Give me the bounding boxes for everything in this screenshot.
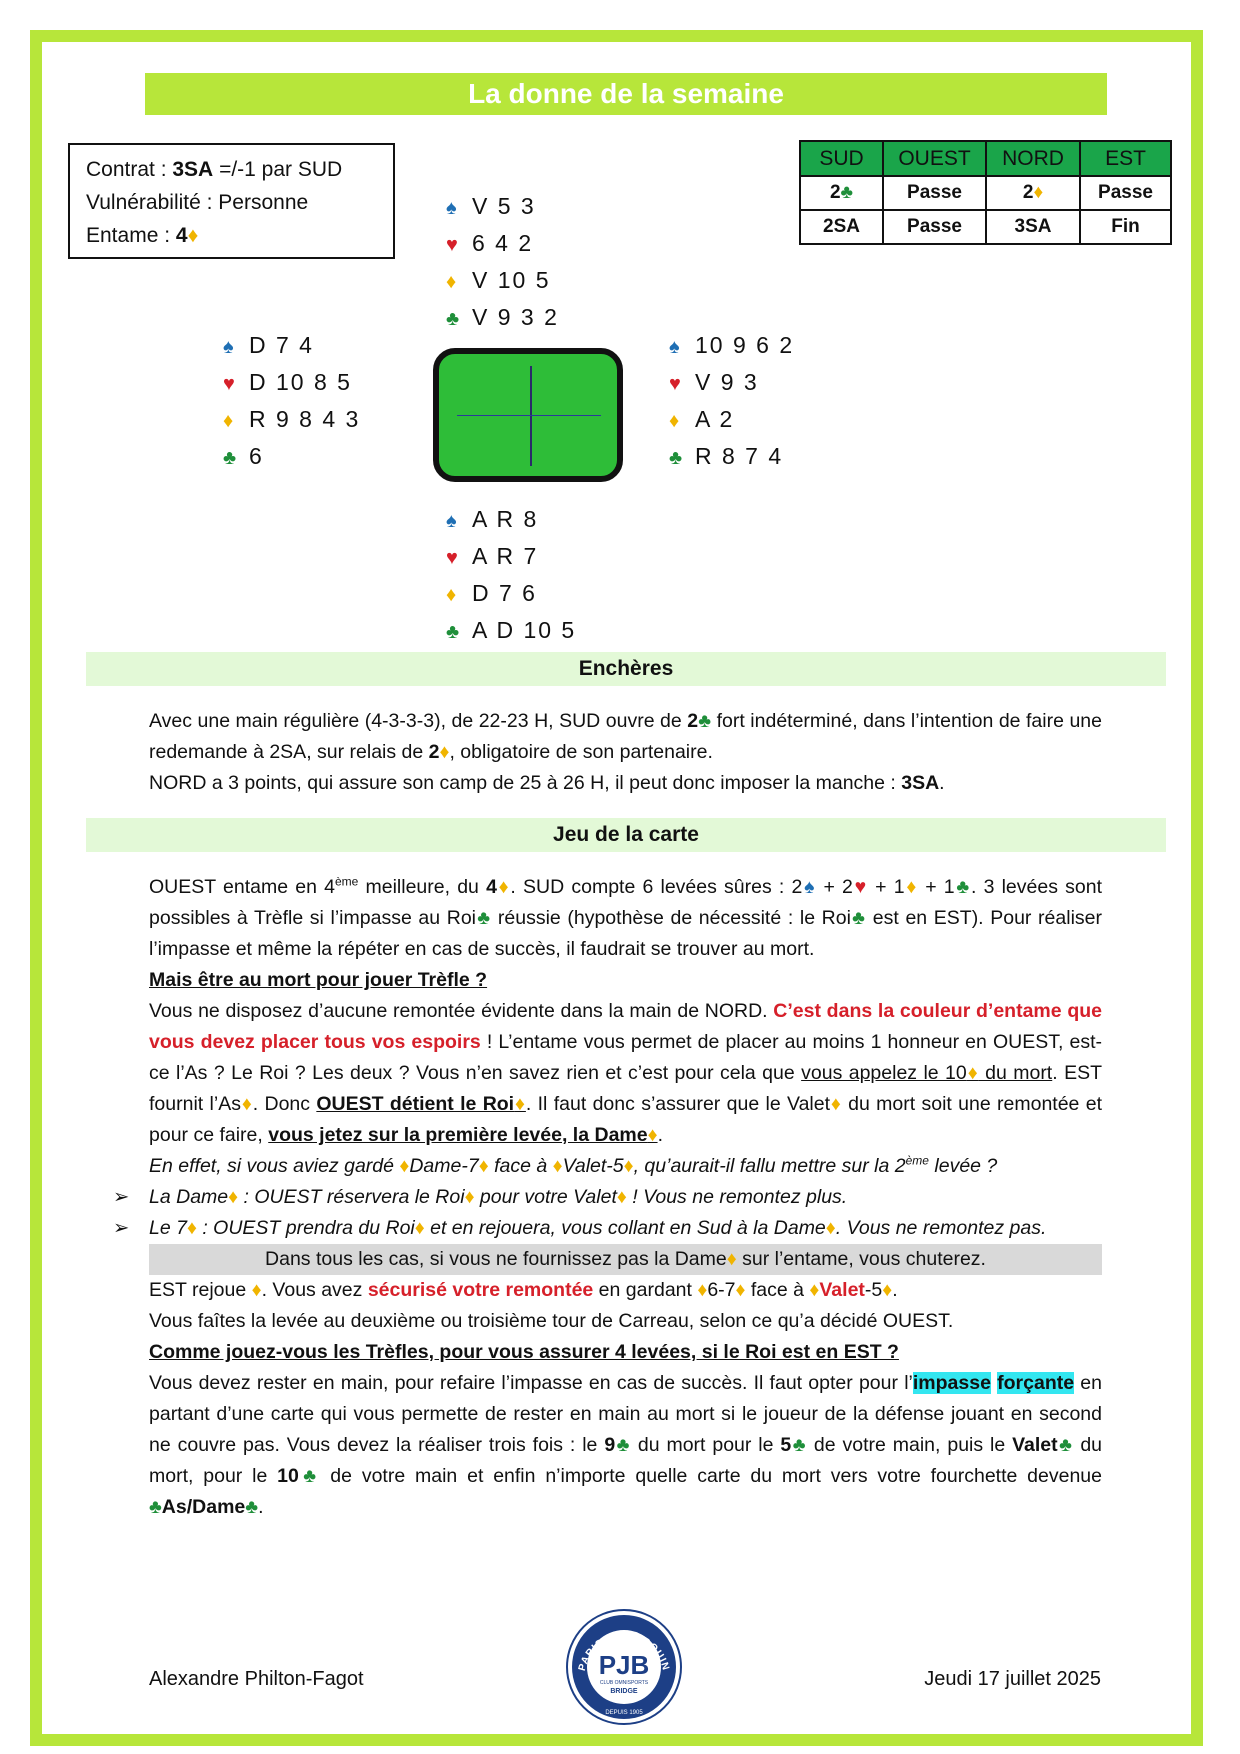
header-nord: NORD xyxy=(986,141,1080,176)
club-icon: ♣ xyxy=(850,907,867,929)
spade-icon: ♠ xyxy=(446,510,459,532)
logo-sub: CLUB OMNISPORTS xyxy=(599,1680,649,1686)
table-divider-horizontal xyxy=(457,415,601,416)
diamond-icon: ♦ xyxy=(464,1186,475,1208)
club-logo xyxy=(565,1608,683,1726)
list-item: ➢ La Dame♦ : OUEST réservera le Roi♦ pour votre Valet♦ ! Vous ne remontez plus. xyxy=(149,1182,1102,1213)
diamond-icon: ♦ xyxy=(478,1155,489,1177)
question-2: Comme jouez-vous les Trèfles, pour vous assurer 4 levées, si le Roi est en EST ? xyxy=(149,1341,899,1363)
spade-icon: ♠ xyxy=(446,197,459,219)
club-icon: ♣ xyxy=(223,447,239,469)
bid-cell: 3SA xyxy=(986,210,1080,244)
encheres-text: Avec une main régulière (4-3-3-3), de 22-23 H, SUD ouvre de 2♣ fort indéterminé, dans l’intention de faire une redemande à 2SA, sur relais de 2♦, obligatoire de son partenaire. NORD a 3 points, qui assure son camp de 25 à 26 H, il peut donc imposer la manche : 3SA. xyxy=(149,710,1102,794)
bid-cell: 2♣ xyxy=(800,176,883,210)
author: Alexandre Philton-Fagot xyxy=(149,1668,364,1690)
section-encheres: Enchères xyxy=(86,652,1166,686)
logo-year: DEPUIS 1905 xyxy=(605,1710,643,1716)
diamond-icon: ♦ xyxy=(496,876,511,898)
diamond-icon: ♦ xyxy=(514,1093,526,1115)
club-icon: ♣ xyxy=(298,1465,321,1487)
arrow-bullet-icon: ➢ xyxy=(113,1186,130,1208)
diamond-icon: ♦ xyxy=(186,1217,197,1239)
vulnerability-line: Vulnérabilité : Personne xyxy=(86,191,309,214)
club-icon: ♣ xyxy=(476,907,492,929)
spade-icon: ♠ xyxy=(802,876,817,898)
diamond-icon: ♦ xyxy=(904,876,919,898)
club-icon: ♣ xyxy=(245,1496,259,1518)
diamond-icon: ♦ xyxy=(446,584,459,606)
diamond-icon: ♦ xyxy=(616,1186,627,1208)
club-icon: ♣ xyxy=(446,308,462,330)
bridge-table xyxy=(433,348,623,482)
bidding-row xyxy=(800,210,1171,244)
bid-cell: Passe xyxy=(883,176,986,210)
lead-line: Entame : 4♦ xyxy=(86,224,199,247)
arrow-bullet-icon: ➢ xyxy=(113,1217,130,1239)
club-icon: ♣ xyxy=(669,447,685,469)
club-icon: ♣ xyxy=(840,182,854,203)
heart-icon: ♥ xyxy=(669,373,683,395)
diamond-icon: ♦ xyxy=(647,1124,658,1146)
club-icon: ♣ xyxy=(149,1496,162,1518)
heart-icon: ♥ xyxy=(446,547,460,569)
heart-icon: ♥ xyxy=(223,373,237,395)
diamond-icon: ♦ xyxy=(552,1155,563,1177)
club-icon: ♣ xyxy=(698,710,712,732)
club-icon: ♣ xyxy=(954,876,971,898)
date: Jeudi 17 juillet 2025 xyxy=(924,1668,1101,1690)
diamond-icon: ♦ xyxy=(399,1155,410,1177)
heart-icon: ♥ xyxy=(446,234,460,256)
bidding-table xyxy=(799,140,1172,245)
contract-box xyxy=(68,143,395,259)
hand-south: ♠ A R 8 ♥ A R 7 ♦ D 7 6 ♣ A D 10 5 xyxy=(446,502,576,650)
diamond-icon: ♦ xyxy=(882,1279,893,1301)
bid-cell: Passe xyxy=(883,210,986,244)
diamond-icon: ♦ xyxy=(414,1217,425,1239)
bid-cell: 2♦ xyxy=(986,176,1080,210)
diamond-icon: ♦ xyxy=(966,1062,979,1084)
logo-bridge: BRIDGE xyxy=(610,1688,638,1695)
diamond-icon: ♦ xyxy=(439,741,450,763)
diamond-icon: ♦ xyxy=(669,410,682,432)
spade-icon: ♠ xyxy=(223,336,236,358)
bidding-header-row xyxy=(800,141,1171,176)
bid-cell: 2SA xyxy=(800,210,883,244)
diamond-icon: ♦ xyxy=(223,410,236,432)
table-divider-vertical xyxy=(530,366,532,466)
diamond-icon: ♦ xyxy=(830,1093,842,1115)
page-title: La donne de la semaine xyxy=(145,73,1107,115)
diamond-icon: ♦ xyxy=(735,1279,746,1301)
diamond-icon: ♦ xyxy=(1033,182,1044,203)
diamond-icon: ♦ xyxy=(240,1093,253,1115)
section-jeu: Jeu de la carte xyxy=(86,818,1166,852)
bid-cell: Passe xyxy=(1080,176,1171,210)
diamond-icon: ♦ xyxy=(251,1279,262,1301)
club-icon: ♣ xyxy=(615,1434,631,1456)
diamond-icon: ♦ xyxy=(623,1155,634,1177)
diamond-icon: ♦ xyxy=(825,1217,836,1239)
diamond-icon: ♦ xyxy=(228,1186,239,1208)
list-item: ➢ Le 7♦ : OUEST prendra du Roi♦ et en rejouera, vous collant en Sud à la Dame♦. Vous ne remontez pas. xyxy=(149,1213,1102,1244)
diamond-icon: ♦ xyxy=(187,224,199,247)
diamond-icon: ♦ xyxy=(726,1248,737,1270)
jeu-text: OUEST entame en 4ème meilleure, du 4♦. SUD compte 6 levées sûres : 2♠ + 2♥ + 1♦ + 1♣. 3 levées sont possibles à Trèfle si l’impasse au Roi♣ réussie (hypothèse de nécessité : le Roi♣ est en EST). Pour réaliser l’impasse et même la répéter en cas de succès, il faudrait se trouver au mort. Mais être au mort pour jouer Trèfle ? Vous ne disposez d’aucune remontée évidente dans la main de NORD. C’est dans la couleur d’entame que vous devez placer tous vos espoirs ! L’entame vous permet de placer au moins 1 honneur en OUEST, est-ce l’As ? Le Roi ? Les deux ? Vous n’en savez rien et c’est pour cela que vous appelez le 10♦ du mort. EST fournit l’As♦. Donc OUEST détient le Roi♦. Il faut donc s’assurer que le Valet♦ du mort soit une remontée et pour ce faire, vous jetez sur la première levée, la Dame♦. En effet, si vous aviez gardé ♦Dame-7♦ face à ♦Valet-5♦, qu’aurait-il fallu mettre sur la 2ème levée ? ➢ La Dame♦ : OUEST réservera le Roi♦ pour votre Valet♦ ! Vous ne remontez plus. ➢ Le 7♦ : OUEST prendra du Roi♦ et en rejouera, vous collant en Sud à la Dame♦. Vous ne remontez pas. Dans tous les cas, si vous ne fournissez pas la Dame♦ sur l’entame, vous chuterez. EST rejoue ♦. Vous avez sécurisé votre remontée en gardant ♦6-7♦ face à ♦Valet-5♦. Vous faîtes la levée au deuxième ou troisième tour de Carreau, selon ce qu’a décidé OUEST. Comme jouez-vous les Trèfles, pour vous assurer 4 levées, si le Roi est en EST ? Vous devez rester en main, pour refaire l’impasse en cas de succès. Il faut opter pour l’impasse forçante en partant d’une carte qui vous permette de rester en main au mort si le joueur de la défense jouant en second ne couvre pas. Vous devez la réaliser trois fois : le 9♣ du mort pour le 5♣ de votre main, puis le Valet♣ du mort, pour le 10♣ de votre main et enfin n’importe quelle carte du mort vers votre fourchette devenue ♣As/Dame♣. xyxy=(113,874,1103,1518)
logo-ring-text: PARIS JEAN BOUIN xyxy=(576,1630,672,1673)
logo-monogram: PJB xyxy=(598,1650,650,1680)
heart-icon: ♥ xyxy=(852,876,868,898)
club-icon: ♣ xyxy=(791,1434,808,1456)
contract-line: Contrat : 3SA =/-1 par SUD xyxy=(86,158,343,181)
hand-east: ♠ 10 9 6 2 ♥ V 9 3 ♦ A 2 ♣ R 8 7 4 xyxy=(669,328,794,476)
header-sud: SUD xyxy=(800,141,883,176)
bid-cell: Fin xyxy=(1080,210,1171,244)
bidding-row xyxy=(800,176,1171,210)
question-1: Mais être au mort pour jouer Trèfle ? xyxy=(149,969,488,991)
header-ouest: OUEST xyxy=(883,141,986,176)
diamond-icon: ♦ xyxy=(809,1279,820,1301)
diamond-icon: ♦ xyxy=(446,271,459,293)
club-icon: ♣ xyxy=(1057,1434,1074,1456)
hand-west: ♠ D 7 4 ♥ D 10 8 5 ♦ R 9 8 4 3 ♣ 6 xyxy=(223,328,360,476)
header-est: EST xyxy=(1080,141,1171,176)
spade-icon: ♠ xyxy=(669,336,682,358)
hand-north: ♠ V 5 3 ♥ 6 4 2 ♦ V 10 5 ♣ V 9 3 2 xyxy=(446,189,559,337)
diamond-icon: ♦ xyxy=(697,1279,708,1301)
club-icon: ♣ xyxy=(446,621,462,643)
warning-banner: Dans tous les cas, si vous ne fournissez pas la Dame♦ sur l’entame, vous chuterez. xyxy=(149,1244,1102,1275)
